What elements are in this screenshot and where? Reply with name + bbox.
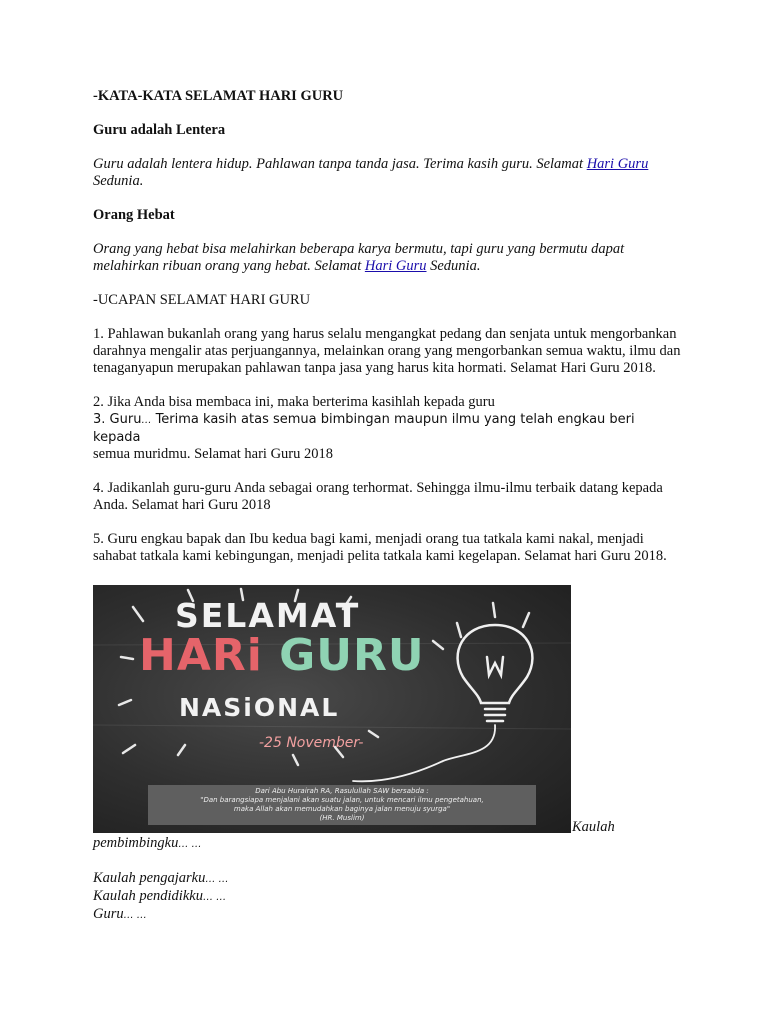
poster-quote-line: (HR. Muslim) [319,814,365,822]
heading-kata-kata: -KATA-KATA SELAMAT HARI GURU [93,88,344,104]
poster-quote-line: maka Allah akan memudahkan baginya jalan menuju syurga" [233,805,451,813]
list-item-3-end: semua muridmu. Selamat hari Guru 2018 [93,446,334,462]
poster-quote-box [148,785,536,825]
hari-guru-poster-image [93,585,571,833]
list-item-5: 5. Guru engkau bapak dan Ibu kedua bagi kami, menjadi orang tua tatkala kami nakal, menjadi sahabat tatkala kami kebingungan, menjadi pelita tatkala kami kegelapan. Selamat hari Guru 2018. [93,531,667,564]
ellipsis: … … [202,892,227,903]
poem-line-text: pembimbingku [93,835,179,851]
heading-ucapan: -UCAPAN SELAMAT HARI GURU [93,292,311,308]
figure-row [93,585,683,833]
poster-quote-line: Dari Abu Hurairah RA, Rasulullah SAW bersabda : [255,787,429,795]
document-page [93,88,683,924]
poem-line-kaulah: Kaulah [572,819,615,835]
hari-guru-link[interactable]: Hari Guru [364,258,427,274]
paragraph-text: Orang yang hebat bisa melahirkan beberapa karya bermutu, tapi guru yang bermutu dapat melahirkan ribuan orang yang hebat. Selamat [93,241,625,274]
poem-spacer [93,853,683,870]
paragraph-text: Sedunia. [426,258,481,274]
paragraph-lentera [93,156,683,190]
poster-title-nasional: NASiONAL [179,693,340,722]
poster-date: -25 November- [259,735,364,751]
poem-line-text: Kaulah pendidikku [93,888,203,904]
list-item-2: 2. Jika Anda bisa membaca ini, maka berterima kasihlah kepada guru [93,394,495,410]
poem [93,835,683,924]
list-item-4: 4. Jadikanlah guru-guru Anda sebagai orang terhormat. Sehingga ilmu-ilmu terbaik datang kepada Anda. Selamat hari Guru 2018 [93,480,663,513]
paragraph-text: Guru adalah lentera hidup. Pahlawan tanpa tanda jasa. Terima kasih guru. Selamat [93,156,587,172]
ellipsis: … … [178,839,202,850]
poem-line-text: Kaulah pengajarku [93,870,206,886]
poem-line [93,835,683,853]
poster-title-hari: HARi [139,630,280,681]
list-item-3 [93,411,683,463]
section-title-lentera: Guru adalah Lentera [93,122,226,138]
ellipsis: … … [123,910,147,921]
poster-title-selamat: SELAMAT [175,596,361,635]
ellipsis: … … [205,874,229,885]
paragraph-text: Sedunia. [93,173,144,189]
list-item-1: 1. Pahlawan bukanlah orang yang harus selalu mengangkat pedang dan senjata untuk mengorbankan darahnya mengalir atas perjuangannya, melainkan orang yang mengorbankan semua waktu, ilmu dan tenaganyapun merupakan pahlawan tanpa jasa yang harus kita hormati. Selamat Hari Guru 2018. [93,326,681,376]
poem-line [93,906,683,924]
poster-title-guru: GURU [279,630,425,681]
section-title-orang-hebat: Orang Hebat [93,207,175,223]
poem-line [93,870,683,888]
hari-guru-link[interactable]: Hari Guru [586,156,649,172]
list-item-3-text: Terima kasih atas semua bimbingan maupun ilmu yang telah engkau beri kepada [93,412,635,445]
list-item-3-start: 3. Guru [93,412,142,427]
poster-quote-line: "Dan barangsiapa menjalani akan suatu jalan, untuk mencari ilmu pengetahuan, [200,796,484,804]
poem-line-text: Guru [93,906,124,922]
poem-line [93,888,683,906]
ellipsis: … [141,415,152,426]
poster-title-hari-guru [139,630,425,681]
paragraph-orang-hebat [93,241,683,275]
